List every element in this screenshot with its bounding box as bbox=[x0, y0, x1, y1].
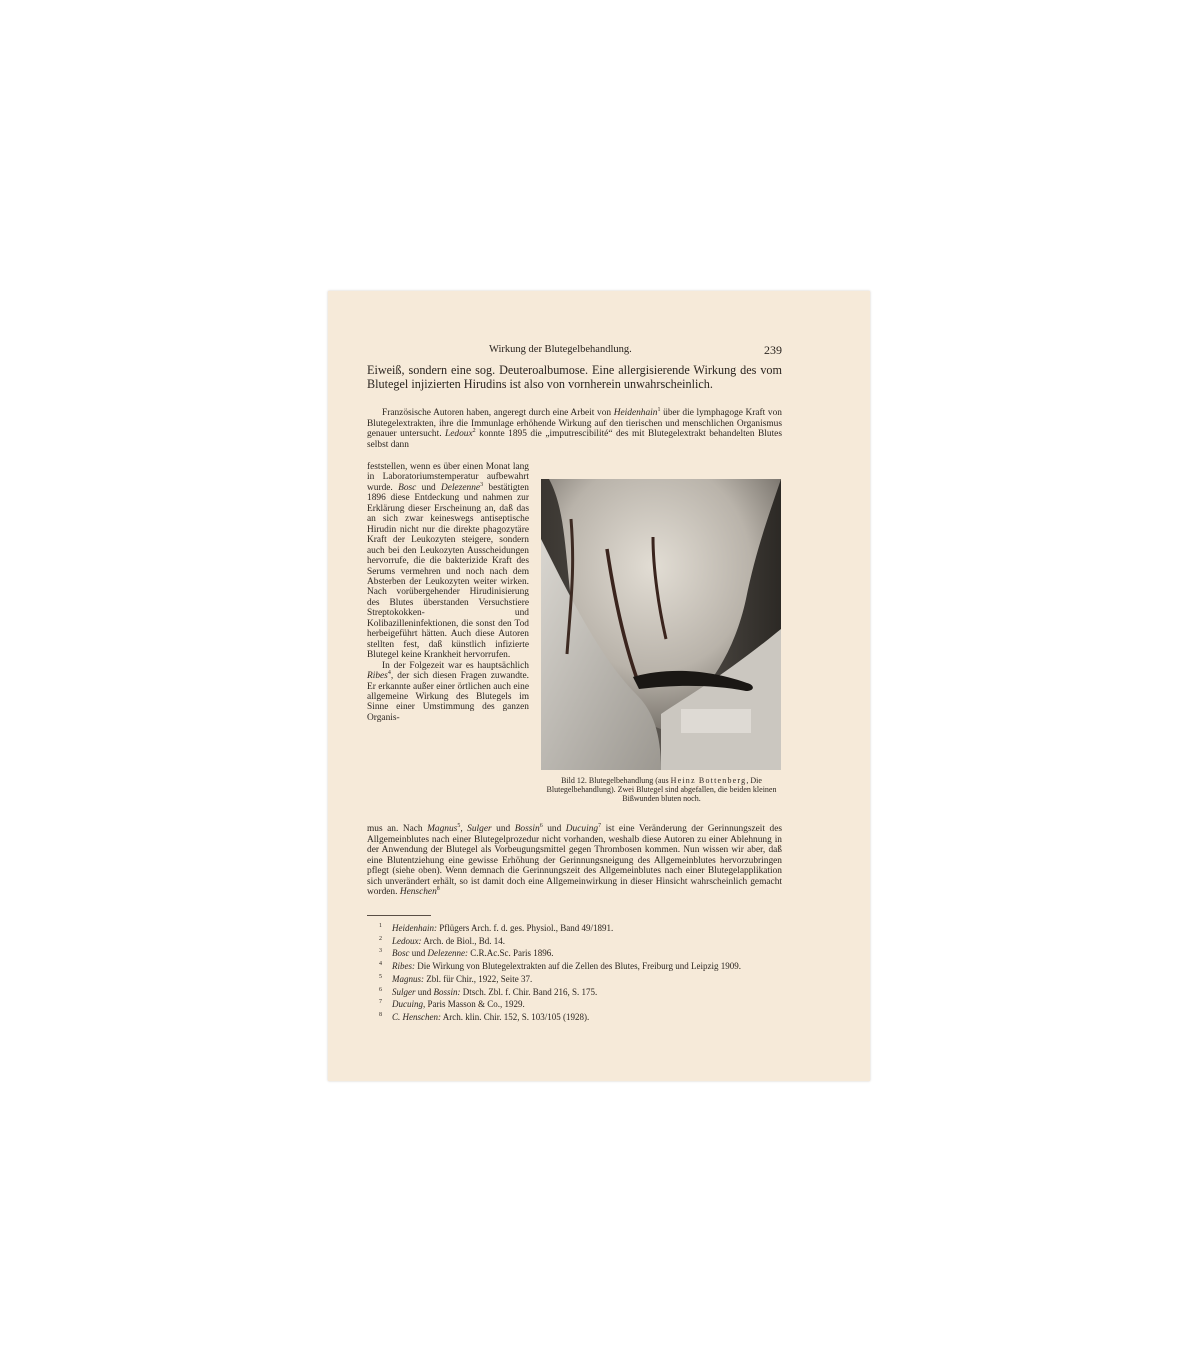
figure-12 bbox=[541, 479, 782, 803]
footnote-1: 1 Heidenhain: Pflügers Arch. f. d. ges. Physiol., Band 49/1891. bbox=[379, 923, 614, 933]
footnote-ref[interactable]: 2 bbox=[472, 428, 476, 434]
page-number: 239 bbox=[764, 343, 782, 357]
footnote-ref[interactable]: 7 bbox=[598, 823, 602, 829]
running-title: Wirkung der Blutegelbehandlung. bbox=[489, 344, 632, 355]
paragraph-french-authors: Französische Autoren haben, angeregt durch eine Arbeit von Heidenhain$^1$ über die lymphagoge Kraft von Blutegelextrakten, ihre die Immunlage erhöhende Wirkung auf den tierischen und menschlichen Organismus genauer untersucht. Ledoux$^2$ konnte 1895 die „imputrescibilité“ des mit Blutegelextrakt behandelten Blutes selbst dann bbox=[367, 407, 782, 450]
author-name: Magnus bbox=[427, 824, 458, 834]
author-name: Bossin bbox=[514, 824, 540, 834]
footnote-6: 6 Sulger und Bossin: Dtsch. Zbl. f. Chir. Band 216, S. 175. bbox=[379, 986, 598, 997]
footnote-ref[interactable]: 8 bbox=[436, 886, 440, 892]
footnote-2: 2 Ledoux: Arch. de Biol., Bd. 14. bbox=[379, 935, 505, 946]
caption-author-name: Heinz Bottenberg bbox=[670, 776, 747, 785]
author-name: Delezenne bbox=[441, 482, 481, 493]
footnote-ref[interactable]: 6 bbox=[539, 823, 543, 829]
figure-caption: Bild 12. Blutegelbehandlung (aus Heinz Bottenberg, Die Blutegelbehandlung). Zwei Blutegel sind abgefallen, die beiden kleinen Bißwunden bluten noch. bbox=[546, 776, 777, 803]
paragraph-coagulation: mus an. Nach Magnus$^5$, Sulger und Bossin$^6$ und Ducuing$^7$ ist eine Veränderung der Gerinnungszeit des Allgemeinblutes nach einer Blutegelprozedur nicht vorhanden, weshalb diese Autoren zu einer Ablehnung in der Anwendung der Blutegel als Vorbeugungsmittel gegen Thrombosen kommen. Nun wissen wir aber, daß eine Blutentziehung eine gewisse Erhöhung der Gerinnungsneigung des Allgemeinblutes hervorzubringen pflegt (siehe oben). Wenn demnach die Gerinnungszeit des Allgemeinblutes nach einer Blutegelapplikation sich unverändert erhält, so ist damit doch eine Allgemeinwirkung in dieser Hinsicht wahrscheinlich gemacht worden. Henschen$^8$ bbox=[367, 823, 782, 897]
leech-treatment-photo bbox=[541, 479, 781, 770]
author-name: Ducuing bbox=[565, 824, 599, 834]
author-name: Ledoux bbox=[445, 429, 473, 439]
footnote-3: 3 Bosc und Delezenne: C.R.Ac.Sc. Paris 1896. bbox=[379, 948, 554, 959]
author-name: Henschen bbox=[399, 887, 437, 897]
footnote-ref[interactable]: 5 bbox=[457, 823, 461, 829]
footnote-ref[interactable]: 1 bbox=[657, 407, 661, 413]
author-name: Ribes bbox=[367, 671, 388, 682]
footnote-4: 4 Ribes: Die Wirkung von Blutegelextrakten auf die Zellen des Blutes, Freiburg und Leipzig 1909. bbox=[379, 961, 741, 972]
author-name: Sulger bbox=[467, 824, 492, 834]
footnote-ref[interactable]: 4 bbox=[387, 670, 391, 677]
paragraph-ribes: In der Folgezeit war es hauptsächlich Ribes$^4$, der sich diesen Fragen zuwandte. Er erkannte außer einer örtlichen auch eine allgemeine Wirkung des Blutegels im Sinne einer Umstimmung des ganzen Organis- bbox=[367, 660, 529, 723]
lead-paragraph: Eiweiß, sondern eine sog. Deuteroalbumose. Eine allergisierende Wirkung des vom Blutegel injizierten Hirudins ist also von vornherein unwahrscheinlich. bbox=[367, 363, 782, 391]
paragraph-column: feststellen, wenn es über einen Monat lang in Laboratoriumstemperatur aufbewahrt wurde. Bosc und Delezenne$^3$ bestätigten 1896 diese Entdeckung und nahmen zur Erklärung dieser Erscheinung an, daß das an sich zwar keineswegs antiseptische Hirudin nicht nur die direkte phagozytäre Kraft der Leukozyten steigere, sondern auch bei den Leukozyten Ausscheidungen hervorrufe, die die bakterizide Kraft des Serums vermehren und noch nach dem Absterben der Leukozyten weiter wirken. Nach vorübergehender Hirudinisierung des Blutes überstanden Versuchstiere Streptokokken- und Kolibazilleninfektionen, die sonst den Tod herbeigeführt hätten. Auch diese Autoren stellten fest, daß künstlich infizierte Blutegel keine Krankheit hervorrufen. bbox=[367, 462, 529, 661]
footnote-5: 5 Magnus: Zbl. für Chir., 1922, Seite 37. bbox=[379, 973, 533, 984]
footnote-8: 8 C. Henschen: Arch. klin. Chir. 152, S. 103/105 (1928). bbox=[379, 1011, 590, 1022]
footnote-ref[interactable]: 3 bbox=[480, 481, 484, 488]
footnote-divider bbox=[367, 915, 431, 916]
author-name: Bosc bbox=[398, 482, 417, 493]
footnote-7: 7 Ducuing, Paris Masson & Co., 1929. bbox=[379, 999, 525, 1010]
narrow-text-column bbox=[367, 462, 529, 723]
page-header bbox=[367, 344, 782, 358]
footnotes-list bbox=[367, 921, 782, 1023]
book-page bbox=[328, 291, 870, 1081]
author-name: Heidenhain bbox=[613, 408, 658, 418]
